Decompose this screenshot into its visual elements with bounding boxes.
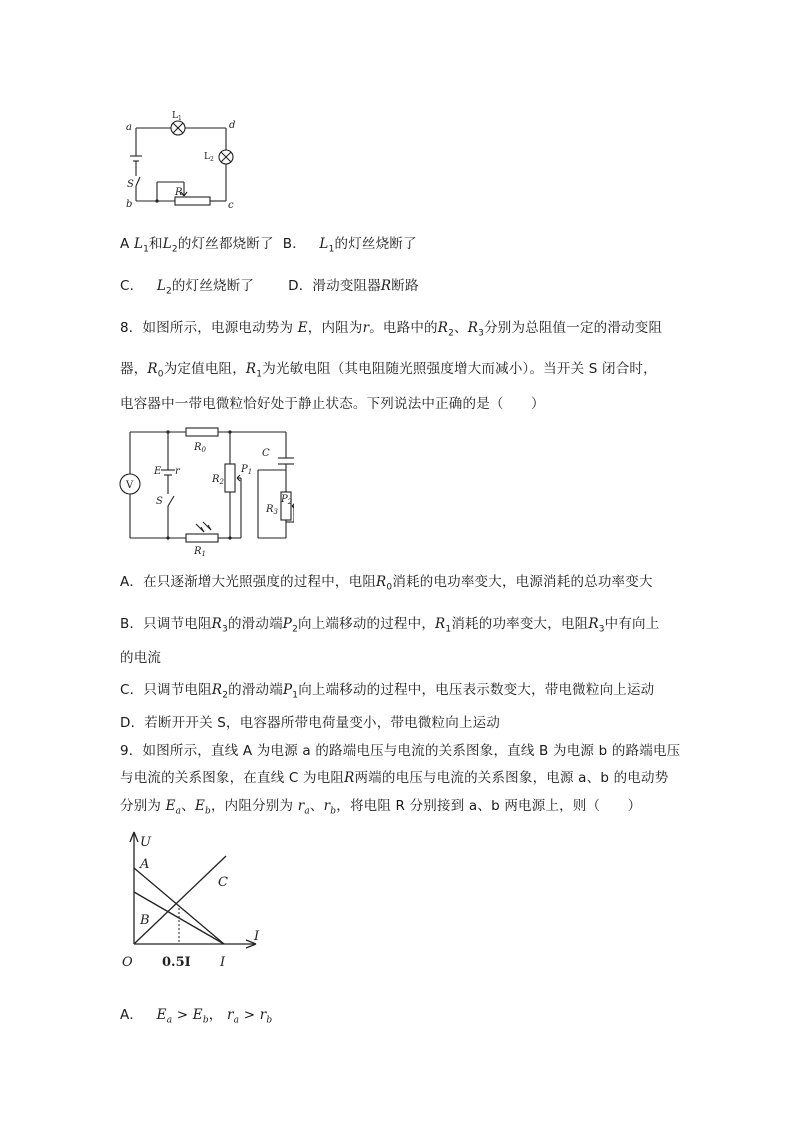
fig8-label-C: C <box>262 448 270 459</box>
fig7-label-R: R <box>175 187 183 198</box>
fig7-label-S: S <box>127 179 134 190</box>
q8-option-b-line2: 的电流 <box>120 650 162 666</box>
fig8-label-S: S <box>156 496 163 507</box>
fig7-label-a: a <box>126 122 132 133</box>
q8-option-d: D．若断开开关 S，电容器所带电荷量变小，带电微粒向上运动 <box>120 715 501 731</box>
fig9-axis-I: I <box>254 929 260 944</box>
fig7-label-c: c <box>228 200 234 211</box>
q7-options-ab: A $L_1$和$L_2$的灯丝都烧断了 B． $L_1$的灯丝烧断了 <box>120 236 417 255</box>
q7-circuit-figure <box>120 104 250 216</box>
q9-stem-line1: 9．如图所示，直线 A 为电源 a 的路端电压与电流的关系图象，直线 B 为电源 b 的路端电压 <box>120 743 681 759</box>
fig8-label-R0: $R_0$ <box>194 442 206 454</box>
q8-stem-line1: 8．如图所示，电源电动势为 E，内阻为r。电路中的$R_2$、$R_3$分别为总阻值一定的滑动变阻 <box>120 320 663 339</box>
q8-option-c: C．只调节电阻$R_2$的滑动端$P_1$向上端移动的过程中，电压表示数变大，带电微粒向上运动 <box>120 682 655 701</box>
fig9-tick-half: 0.5I <box>162 955 191 970</box>
fig8-label-E: E <box>154 466 162 477</box>
fig7-label-L2: $L_2$ <box>204 152 214 163</box>
fig8-label-R2: $R_2$ <box>212 474 224 486</box>
fig8-label-V: V <box>126 480 134 491</box>
fig9-line-B: B <box>140 913 150 928</box>
q7-options-cd: C． $L_2$的灯丝烧断了 D．滑动变阻器R断路 <box>120 278 419 297</box>
q8-option-b-line1: B．只调节电阻$R_3$的滑动端$P_2$向上端移动的过程中，$R_1$消耗的功率变大，电阻$R_3$中有向上 <box>120 616 660 635</box>
fig8-label-P1: $P_1$ <box>241 464 253 476</box>
q8-option-a: A．在只逐渐增大光照强度的过程中，电阻$R_0$消耗的电功率变大，电源消耗的总功率变大 <box>120 574 653 593</box>
fig9-line-A: A <box>140 857 150 872</box>
fig7-label-L1: $L_1$ <box>172 111 182 122</box>
fig9-origin-O: O <box>122 955 133 970</box>
fig8-label-R3: $R_3$ <box>266 504 278 516</box>
fig8-label-r: r <box>175 466 180 477</box>
q9-stem-line2: 与电流的关系图象，在直线 C 为电阻R两端的电压与电流的关系图象，电源 a、b 的电动势 <box>120 770 669 786</box>
fig9-line-C: C <box>218 875 228 890</box>
q9-graph-figure <box>116 826 276 976</box>
q8-circuit-figure <box>118 426 294 558</box>
fig8-label-R1: $R_1$ <box>194 546 206 558</box>
q9-option-a: A． $E_a > E_b$， $r_a > r_b$ <box>120 1007 273 1026</box>
fig7-label-b: b <box>126 199 133 210</box>
fig7-label-d: d <box>229 120 236 131</box>
fig9-tick-I: I <box>220 955 226 970</box>
fig9-axis-U: U <box>140 835 151 850</box>
q8-stem-line2: 器，$R_0$为定值电阻，$R_1$为光敏电阻（其电阻随光照强度增大而减小）。当开关 S 闭合时， <box>120 361 657 380</box>
q8-stem-line3: 电容器中一带电微粒恰好处于静止状态。下列说法中正确的是（ ） <box>120 396 545 412</box>
q9-stem-line3: 分别为 $E_a$、$E_b$，内阻分别为 $r_a$、$r_b$，将电阻 R 分别接到 a、b 两电源上，则（ ） <box>120 798 642 817</box>
fig8-label-P2: $P_2$ <box>281 494 293 506</box>
